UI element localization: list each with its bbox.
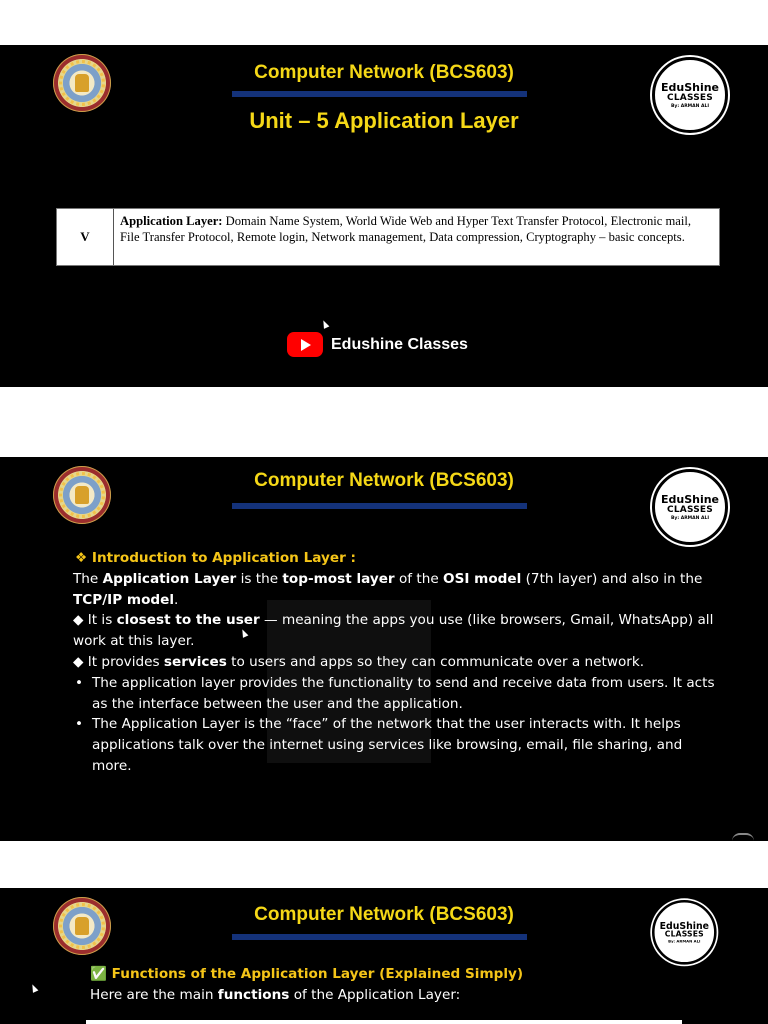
title-underline (232, 503, 527, 509)
list-item: • The Application Layer is the “face” of the network that the user interacts with. It helps applications talk over the internet using services like browsing, email, file sharing, and more. (73, 714, 723, 776)
diamond-point-1: ◆ It is closest to the user — meaning the apps you use (like browsers, Gmail, WhatsApp) all work at this layer. (73, 612, 714, 650)
list-item: • The application layer provides the functionality to send and receive data from users. It acts as the interface between the user and the application. (73, 673, 723, 715)
player-control-icon[interactable] (732, 833, 754, 841)
course-title: Computer Network (BCS603) (254, 470, 514, 491)
title-underline (232, 934, 527, 940)
mouse-cursor-icon (30, 983, 39, 993)
unit-title: Unit – 5 Application Layer (249, 108, 519, 133)
syllabus-unit-cell: V (57, 209, 114, 265)
channel-name: Edushine Classes (331, 335, 468, 353)
syllabus-content-cell: Application Layer: Domain Name System, World Wide Web and Hyper Text Transfer Protocol, Electronic mail, File Transfer Protocol, Remote login, Network management, Data compression, Cryptography – basic concepts. (120, 214, 692, 244)
slide-unit-title (0, 45, 768, 387)
title-underline (232, 91, 527, 97)
intro-content (73, 548, 723, 777)
youtube-icon (287, 332, 323, 357)
edushine-logo: EduShine CLASSES By: ARMAN ALI (652, 469, 728, 545)
mouse-cursor-icon (321, 319, 330, 329)
section-heading: ✅ Functions of the Application Layer (Explained Simply) (90, 966, 524, 982)
bullet-list (73, 673, 723, 777)
diamond-point-2: ◆ It provides services to users and apps so they can communicate over a network. (73, 653, 645, 670)
syllabus-table (56, 208, 720, 266)
youtube-channel-link[interactable] (287, 332, 468, 357)
functions-content (90, 964, 710, 1006)
edushine-logo: EduShine CLASSES By: ARMAN ALI (652, 900, 717, 965)
edushine-logo: EduShine CLASSES By: ARMAN ALI (652, 57, 728, 133)
course-title: Computer Network (BCS603) (254, 904, 514, 925)
functions-intro: Here are the main functions of the Application Layer: (90, 986, 461, 1003)
functions-table-top-edge (86, 1020, 682, 1024)
slide-introduction (0, 457, 768, 841)
slide-functions (0, 888, 768, 1024)
intro-paragraph: The Application Layer is the top-most layer of the OSI model (7th layer) and also in the TCP/IP model. (73, 570, 703, 608)
section-heading: ❖ Introduction to Application Layer : (75, 550, 356, 566)
course-title: Computer Network (BCS603) (254, 62, 514, 83)
